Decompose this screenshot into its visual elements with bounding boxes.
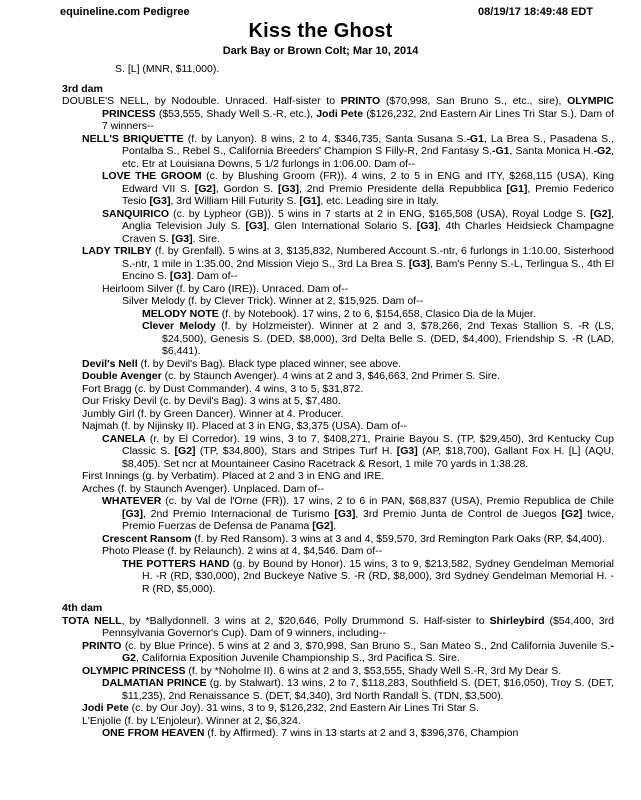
source-label: equineline.com Pedigree: [60, 6, 190, 18]
text-run: twice, Premio Fuerzas de Defensa de Panama: [122, 507, 614, 532]
pedigree-entry: [122, 295, 614, 308]
section-heading: [62, 602, 614, 615]
text-run: (f. by *Noholme II). 6 wins at 2 and 3, $53,555, Shady Well S.-R, 3rd My Dear S.: [185, 664, 562, 677]
bold-text-run: [G3]: [334, 507, 356, 520]
bold-text-run: LOVE THE GROOM: [102, 170, 202, 182]
pedigree-entry: [82, 133, 614, 171]
text-run: , Premio Federico Tesio: [122, 182, 614, 207]
text-run: (c. by Blue Prince). 5 wins at 2 and 3, $70,998, San Bruno S., San Mateo S., 2nd California Juvenile S.: [121, 639, 611, 652]
text-run: , California Exposition Juvenile Championship S., 3rd Pacifica S. Sire.: [136, 652, 460, 664]
text-run: , Glen International Solario S.: [266, 220, 417, 232]
bold-text-run: -G2: [122, 639, 614, 664]
text-run: (f. by Grenfall). 5 wins at 3, $135,832, Numbered Account S.-ntr, 6 furlongs in 1:10.00, Sisterhood S.-ntr, 1 mile in 1:35.00, 2nd Mission Viejo S., 3rd La Brea S.: [122, 245, 614, 270]
bold-text-run: [G3]: [122, 507, 143, 520]
text-run: (f. by Devil's Bag). Black type placed winner, see above.: [137, 357, 402, 370]
bold-text-run: OLYMPIC PRINCESS: [82, 664, 186, 677]
bold-text-run: NELL'S BRIQUETTE: [82, 132, 184, 145]
pedigree-entry: [102, 677, 614, 702]
text-run: ($53,555, Shady Well S.-R, etc.),: [155, 107, 317, 120]
bold-text-run: [G2]: [590, 207, 612, 220]
text-run: (g. by Stalwart). 13 wins, 2 to 7, $118,283, Southfield S. (DET, $16,050), Troy S. (DET, $11,235), 2nd Renaissance S. (DET, $4,340), 3rd North Randall S. (TDN, $3,500).: [122, 677, 614, 702]
pedigree-entry: [102, 170, 614, 208]
bold-text-run: PRINTO: [340, 95, 381, 107]
bold-text-run: [G3]: [169, 270, 191, 282]
text-run: Jumbly Girl (f. by Green Dancer). Winner at 4. Producer.: [82, 407, 344, 420]
bold-text-run: SANQUIRICO: [102, 207, 170, 220]
bold-text-run: PRINTO: [82, 639, 122, 652]
pedigree-entry: [102, 495, 614, 533]
text-run: ($70,998, San Bruno S., etc., sire),: [380, 95, 568, 107]
bold-text-run: Clever Melody: [142, 320, 216, 332]
text-run: (f. by Holzmeister). Winner at 2 and 3, $78,266, 2nd Texas Stallion S. -R (LS, $24,500), Genesis S. (DED, $8,000), 3rd Delta Belle S. (DED, $4,400), Friendship S. -R (LAD, $6,441).: [162, 320, 614, 357]
text-run: (TP, $34,800), Stars and Stripes Turf H.: [195, 445, 397, 457]
bold-text-run: CANELA: [102, 432, 146, 445]
text-run: , 2nd Premio Internacional de Turismo: [143, 507, 335, 520]
bold-text-run: THE POTTERS HAND: [122, 557, 230, 570]
text-run: Fort Bragg (c. by Dust Commander). 4 wins, 3 to 5, $31,872.: [82, 382, 364, 395]
pedigree-body: [0, 63, 641, 740]
bold-text-run: [G3]: [408, 257, 430, 270]
text-run: (AP, $18,700), Gallant Fox H. [L] (AQU, $8,405). Set ncr at Mountaineer Casino Racetrack & Resort, 1 mile 70 yards in 1:38.28.: [122, 445, 614, 470]
bold-text-run: Jodi Pete: [82, 702, 129, 714]
text-run: , Gordon S.: [215, 182, 278, 195]
text-run: , Anglia Television July S.: [122, 207, 614, 232]
text-run: (c. by Our Joy). 31 wins, 3 to 9, $126,232, 2nd Eastern Air Lines Tri Star S.: [128, 702, 479, 714]
pedigree-entry: [62, 95, 614, 133]
bold-text-run: -G1: [466, 132, 484, 145]
pedigree-entry: [82, 370, 614, 383]
bold-text-run: Shirleybird: [489, 614, 545, 627]
bold-text-run: Jodi Pete: [316, 107, 364, 120]
bold-text-run: WHATEVER: [102, 495, 162, 507]
timestamp: 08/19/17 18:49:48 EDT: [478, 6, 593, 18]
pedigree-entry: [102, 208, 614, 246]
pedigree-entry: [102, 433, 614, 471]
pedigree-entry: [82, 665, 614, 678]
text-run: , by *Ballydonnell. 3 wins at 2, $20,646, Polly Drummond S. Half-sister to: [121, 614, 490, 627]
pedigree-entry: [102, 283, 614, 296]
text-run: , 3rd Premio Junta de Control de Juegos: [355, 507, 562, 520]
pedigree-entry: [142, 320, 614, 358]
bold-text-run: ONE FROM HEAVEN: [102, 727, 205, 739]
bold-text-run: [G2]: [194, 182, 216, 195]
pedigree-entry: [82, 408, 614, 421]
text-run: (f. by Lanyon). 8 wins, 2 to 4, $346,735, Santa Susana S.: [183, 132, 467, 145]
text-run: DOUBLE'S NELL, by Nodouble. Unraced. Half-sister to: [62, 95, 341, 107]
bold-text-run: [G2]: [561, 507, 583, 520]
pedigree-entry: [142, 308, 614, 321]
section-heading: [62, 83, 614, 96]
bold-text-run: [G3]: [171, 232, 193, 245]
text-run: Arches (f. by Staunch Avenger). Unplaced. Dam of--: [82, 482, 325, 495]
bold-text-run: -G2: [593, 145, 612, 157]
bold-text-run: [G3]: [245, 220, 267, 232]
bold-text-run: Double Avenger: [82, 370, 162, 382]
text-run: (c. by Blushing Groom (FR)). 4 wins, 2 to 5 in ENG and ITY, $268,115 (USA), King Edward VII S.: [122, 170, 614, 195]
pedigree-entry: [82, 715, 614, 728]
bold-text-run: OLYMPIC PRINCESS: [102, 95, 614, 120]
text-run: (f. by Red Ransom). 3 wins at 3 and 4, $59,570, 3rd Remington Park Oaks (RP, $4,400).: [191, 532, 605, 545]
text-run: ($54,400, 3rd Pennsylvania Governor's Cup). Dam of 9 winners, including--: [102, 614, 614, 639]
pedigree-entry: [82, 383, 614, 396]
pedigree-entry: [102, 727, 614, 740]
horse-name-title: Kiss the Ghost: [248, 20, 393, 42]
pedigree-entry: [102, 533, 614, 546]
text-run: (f. by Affirmed). 7 wins in 13 starts at 2 and 3, $396,376, Champion: [204, 727, 519, 739]
bold-text-run: DALMATIAN PRINCE: [102, 677, 207, 689]
pedigree-entry: [82, 483, 614, 496]
bold-text-run: [G3]: [149, 195, 171, 207]
text-run: (g. by Bound by Honor). 15 wins, 3 to 9, $213,582, Sydney Gendelman Memorial H. -R (RD, $30,000), 2nd Buckeye Native S. -R (RD, $8,000), 3rd Sydney Gendelman Memorial H. -R (RD, $5,000).: [142, 557, 614, 595]
text-run: , Bam's Penny S.-L, Terlingua S., 4th El Encino S.: [122, 257, 614, 282]
pedigree-entry: [82, 470, 614, 483]
bold-text-run: Devil's Nell: [82, 357, 138, 370]
text-run: , 3rd William Hill Futurity S.: [170, 195, 300, 207]
pedigree-entry: [82, 702, 614, 715]
text-run: (c. by Lypheor (GB)). 5 wins in 7 starts at 2 in ENG, $165,508 (USA), Royal Lodge S.: [169, 207, 591, 220]
pedigree-entry: [82, 395, 614, 408]
bold-text-run: MELODY NOTE: [142, 307, 219, 320]
pedigree-entry: [82, 358, 614, 371]
text-run: L'Enjolie (f. by L'Enjoleur). Winner at 2, $6,324.: [82, 714, 301, 727]
pedigree-entry: [82, 245, 614, 283]
text-run: , La Brea S., Pasadena S., Pontalba S., Rebel S., California Breeders' Champion S Filly-R, 2nd Fantasy S.: [122, 132, 614, 157]
text-run: . Sire.: [192, 232, 221, 245]
text-run: , 2nd Premio Presidente della Repubblica: [299, 182, 507, 195]
bold-text-run: [G3]: [416, 220, 438, 232]
bold-text-run: Crescent Ransom: [102, 532, 192, 545]
bold-text-run: [G1]: [506, 182, 528, 195]
text-run: (c. by Val de l'Orne (FR)). 17 wins, 2 to 6 in PAN, $68,837 (USA), Premio Republica de Chile: [161, 495, 614, 507]
bold-text-run: [G3]: [396, 445, 418, 457]
text-run: , Santa Monica H.: [509, 145, 594, 157]
text-run: , etc. Leading sire in Italy.: [320, 195, 439, 207]
bold-text-run: [G2]: [312, 520, 334, 532]
bold-text-run: 3rd dam: [62, 82, 103, 95]
text-run: , etc. Etr at Louisiana Downs, 5 1/2 furlongs in 1:06.00. Dam of--: [122, 145, 614, 170]
pedigree-entries: [62, 83, 614, 740]
text-run: Heirloom Silver (f. by Caro (IRE)). Unraced. Dam of--: [102, 282, 349, 295]
text-run: (f. by Notebook). 17 wins, 2 to 6, $154,658, Clasico Dia de la Mujer.: [218, 307, 536, 320]
pedigree-entry: [102, 545, 614, 558]
pedigree-entry: [122, 558, 614, 596]
bold-text-run: 4th dam: [62, 602, 103, 614]
text-run: , 4th Charles Heidsieck Champagne Craven S.: [122, 220, 614, 245]
text-run: Photo Please (f. by Relaunch). 2 wins at 4, $4,546. Dam of--: [102, 545, 383, 557]
bold-text-run: [G1]: [299, 195, 321, 207]
text-run: .: [333, 520, 337, 532]
bold-text-run: [G3]: [278, 182, 299, 195]
bold-text-run: TOTA NELL: [62, 614, 122, 627]
page-header: [0, 0, 641, 18]
text-run: (c. by Staunch Avenger). 4 wins at 2 and 3, $46,663, 2nd Primer S. Sire.: [161, 370, 501, 382]
bold-text-run: [G2]: [174, 445, 196, 457]
text-run: Najmah (f. by Nijinsky II). Placed at 3 in ENG, $3,375 (USA). Dam of--: [82, 420, 408, 432]
text-run: Our Frisky Devil (c. by Devil's Bag). 3 wins at 5, $7,480.: [82, 395, 341, 407]
pedigree-entry: [82, 640, 614, 665]
pedigree-entry: [82, 420, 614, 433]
text-run: Silver Melody (f. by Clever Trick). Winner at 2, $15,925. Dam of--: [122, 295, 424, 307]
text-run: ($126,232, 2nd Eastern Air Lines Tri Star S.). Dam of 7 winners--: [102, 107, 615, 132]
text-run: . Dam of--: [190, 270, 238, 282]
bold-text-run: -G1: [492, 145, 510, 157]
text-run: First Innings (g. by Verbatim). Placed at 2 and 3 in ENG and IRE.: [82, 470, 385, 482]
bold-text-run: LADY TRILBY: [82, 245, 152, 257]
horse-description: Dark Bay or Brown Colt; Mar 10, 2014: [222, 45, 419, 57]
pedigree-entry: [62, 615, 614, 640]
truncated-pedigree-line: S. [L] (MNR, $11,000).: [115, 63, 220, 75]
text-run: (r. by El Corredor). 19 wins, 3 to 7, $408,271, Prairie Bayou S. (TP, $29,450), 3rd Kentucky Cup Classic S.: [122, 432, 614, 457]
